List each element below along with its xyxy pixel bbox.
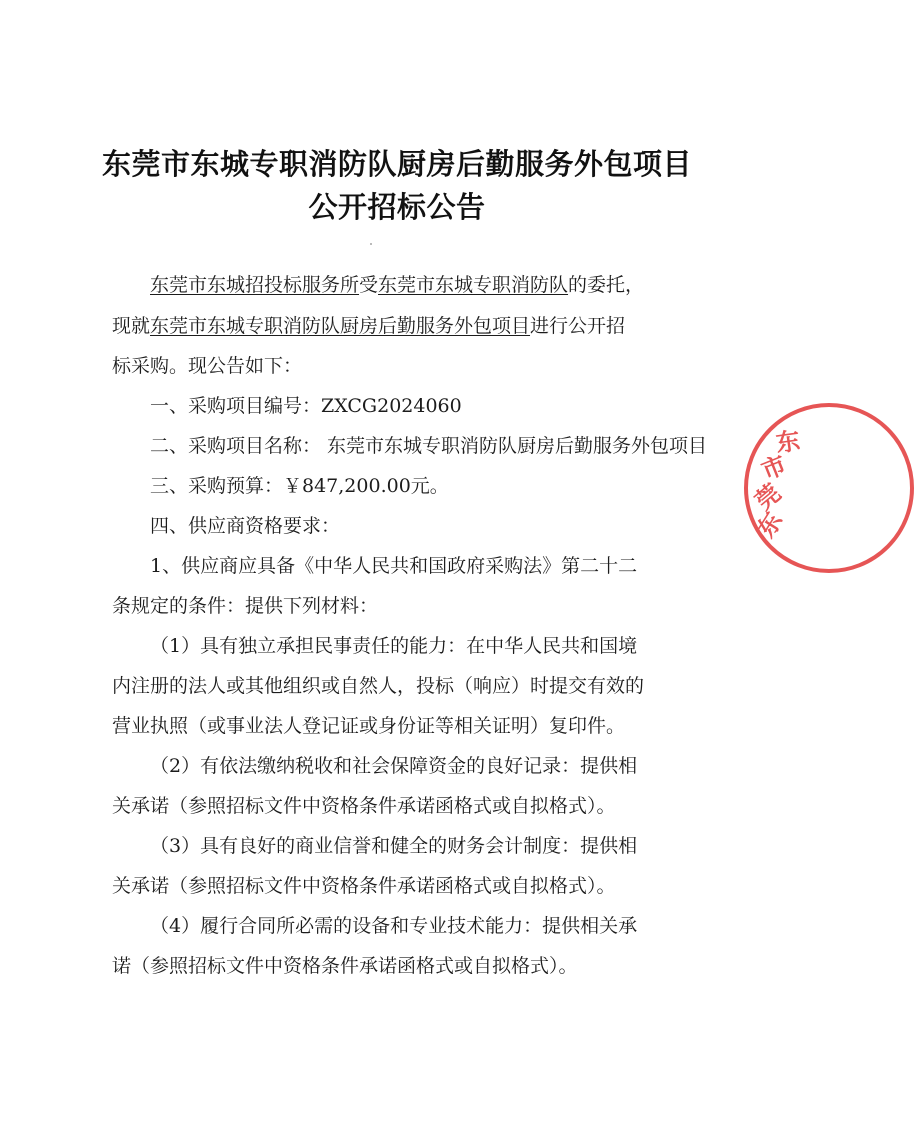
sub1-line2: 内注册的法人或其他组织或自然人，投标（响应）时提交有效的 <box>112 675 645 697</box>
agency-name: 东莞市东城招投标服务所 <box>150 274 360 296</box>
requirement1-line2: 条规定的条件：提供下列材料： <box>112 595 379 617</box>
requirement1-line1: 1、供应商应具备《中华人民共和国政府采购法》第二十二 <box>150 555 638 577</box>
item-qualifications: 四、供应商资格要求： <box>150 515 341 537</box>
sub3-line1: （3）具有良好的商业信誉和健全的财务会计制度：提供相 <box>150 835 638 857</box>
seal-char: 市 <box>757 449 791 486</box>
document-title-line2: 公开招标公告 <box>308 190 486 224</box>
item-budget: 三、采购预算：￥847,200.00元。 <box>150 475 449 497</box>
item-project-number: 一、采购项目编号：ZXCG2024060 <box>150 395 462 417</box>
official-seal <box>744 403 914 573</box>
sub2-line2: 关承诺（参照招标文件中资格条件承诺函格式或自拟格式）。 <box>112 795 616 817</box>
sub2-line1: （2）有依法缴纳税收和社会保障资金的良好记录：提供相 <box>150 755 638 777</box>
intro-line2-prefix: 现就 <box>112 315 151 337</box>
sub3-line2: 关承诺（参照招标文件中资格条件承诺函格式或自拟格式）。 <box>112 875 616 897</box>
intro-line3: 标采购。现公告如下： <box>112 355 303 377</box>
document-title-line1: 东莞市东城专职消防队厨房后勤服务外包项目 <box>101 147 692 181</box>
entrust-word: 受 <box>359 274 379 296</box>
seal-char: 东 <box>750 506 789 543</box>
item-project-name: 二、采购项目名称： 东莞市东城专职消防队厨房后勤服务外包项目 <box>150 435 708 457</box>
entrust-tail: 的委托， <box>568 274 645 296</box>
client-name: 东莞市东城专职消防队 <box>378 274 569 296</box>
sub1-line3: 营业执照（或事业法人登记证或身份证等相关证明）复印件。 <box>112 715 626 737</box>
seal-char: 东 <box>774 425 802 458</box>
intro-line1 <box>150 272 644 298</box>
sub1-line1: （1）具有独立承担民事责任的能力：在中华人民共和国境 <box>150 635 638 657</box>
scan-speck <box>370 243 372 245</box>
sub4-line1: （4）履行合同所必需的设备和专业技术能力：提供相关承 <box>150 915 638 937</box>
intro-line2-suffix: 进行公开招 <box>530 315 626 337</box>
sub4-line2: 诺（参照招标文件中资格条件承诺函格式或自拟格式）。 <box>112 955 578 977</box>
seal-char: 莞 <box>749 477 787 516</box>
project-name: 东莞市东城专职消防队厨房后勤服务外包项目 <box>150 315 531 337</box>
intro-line2 <box>112 313 625 339</box>
